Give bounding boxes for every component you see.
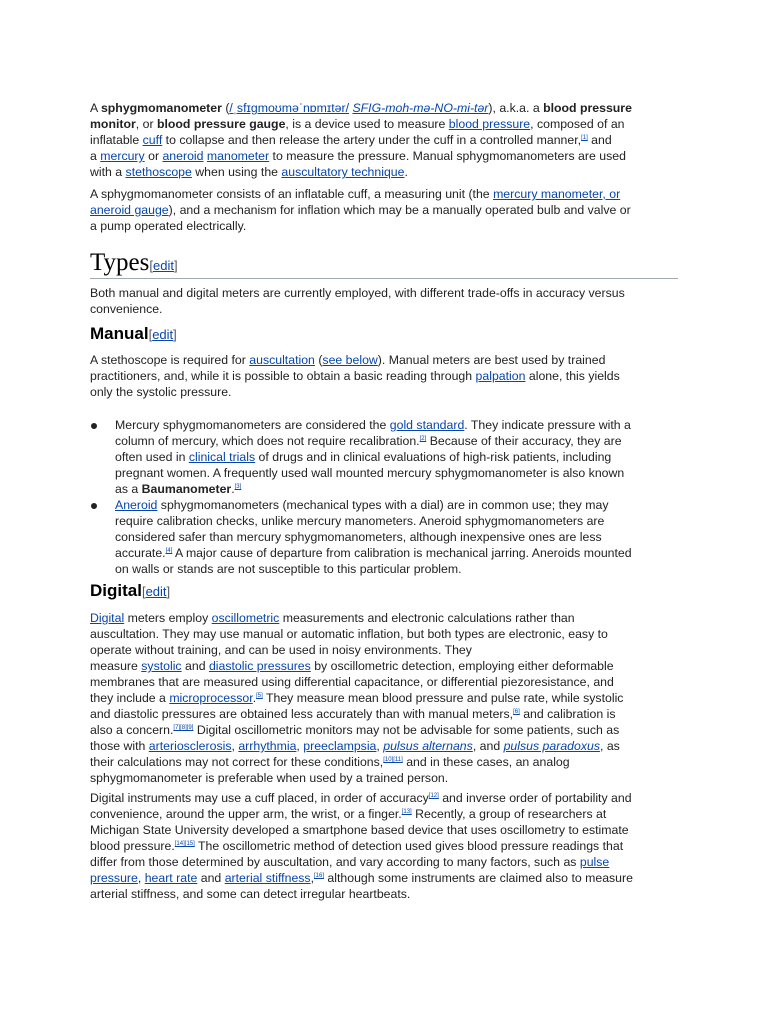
text: convenience. [90, 302, 163, 316]
text: inflatable [90, 133, 143, 147]
digital-paragraph [90, 610, 680, 786]
link-blood-pressure[interactable]: blood pressure [448, 117, 531, 131]
edit-link[interactable]: edit [152, 258, 174, 273]
text: ( [314, 353, 323, 367]
link-preeclampsia[interactable]: preeclampsia [303, 739, 377, 753]
text: The oscillometric method of detection used gives blood pressure readings that [194, 839, 624, 853]
term-bold: sphygmomanometer [100, 101, 222, 115]
link-gold-standard[interactable]: gold standard [389, 418, 465, 432]
reference-link[interactable]: [1] [581, 134, 588, 141]
section-heading-manual [90, 323, 177, 346]
types-paragraph [90, 285, 680, 317]
reference-link[interactable]: [6] [513, 708, 520, 715]
list-item-aneroid [115, 497, 632, 577]
reference-link[interactable]: [2] [419, 435, 427, 442]
text: or [144, 149, 163, 163]
text: , is a device used to measure [285, 117, 449, 131]
text: arterial stiffness, and some can detect irregular heartbeats. [90, 887, 411, 901]
section-heading-digital [90, 580, 170, 603]
reference-link[interactable]: [5] [256, 692, 263, 699]
link-stethoscope[interactable]: stethoscope [125, 165, 192, 179]
link-clinical-trials[interactable]: clinical trials [188, 450, 256, 464]
text: , [137, 871, 145, 885]
text: and diastolic pressures are obtained less accurately than with manual meters, [90, 707, 514, 721]
text: , as [599, 739, 620, 753]
text: and calibration is [519, 707, 616, 721]
link-arteriosclerosis[interactable]: arteriosclerosis [148, 739, 232, 753]
text: A [90, 101, 101, 115]
bracket: ] [166, 584, 171, 599]
edit-section [142, 584, 170, 599]
text: as a [115, 482, 142, 496]
link-digital[interactable]: Digital [90, 611, 125, 625]
text: and inverse order of portability and [438, 791, 632, 805]
text: measurements and electronic calculations rather than [279, 611, 575, 625]
term-bold: blood pressure gauge [156, 117, 286, 131]
text: sphygmomanometer is preferable when used by a trained person. [90, 771, 449, 785]
text: meters employ [124, 611, 212, 625]
text: of drugs and in clinical evaluations of high-risk patients, including [255, 450, 612, 464]
text: considered safer than mercury sphygmomanometers, although inexpensive ones are less [115, 530, 602, 544]
link-pulse-pressure[interactable]: pressure [90, 871, 138, 885]
link-systolic[interactable]: systolic [141, 659, 182, 673]
bracket: ] [173, 327, 177, 342]
bullet-marker [91, 423, 97, 429]
text: measure [90, 659, 142, 673]
text: , [231, 739, 239, 753]
reference-link[interactable]: [14][15] [174, 840, 195, 847]
text: , [376, 739, 384, 753]
text: often used in [115, 450, 189, 464]
text: and [587, 133, 612, 147]
text: a pump operated electrically. [90, 219, 247, 233]
text: , composed of an [530, 117, 625, 131]
section-heading-types [90, 248, 678, 279]
bracket: [ [141, 584, 146, 599]
text: also a concern. [90, 723, 174, 737]
text: and in these cases, an analog [402, 755, 570, 769]
section-title: Digital [90, 581, 142, 600]
term-bold: monitor [90, 117, 136, 131]
edit-section [149, 258, 177, 273]
edit-link[interactable]: edit [152, 327, 174, 342]
text: operate without training, and can be used in noisy environments. They [90, 643, 472, 657]
reference-link[interactable]: [7][8][9] [173, 724, 194, 731]
reference-link[interactable]: [4] [165, 547, 173, 554]
text: , [310, 871, 314, 885]
link-oscillometric[interactable]: oscillometric [211, 611, 280, 625]
text: . [231, 482, 235, 496]
text: Recently, a group of researchers at [411, 807, 607, 821]
text: practitioners, and, while it is possible to obtain a basic reading through [90, 369, 476, 383]
link-arrhythmia[interactable]: arrhythmia [238, 739, 297, 753]
text: ). Manual meters are best used by trained [377, 353, 606, 367]
link-pulse-pressure[interactable]: pulse [579, 855, 610, 869]
text: convenience, around the upper arm, the wrist, or a finger. [90, 807, 402, 821]
text: Digital instruments may use a cuff placed, in order of accuracy [90, 791, 429, 805]
intro-paragraph-2 [90, 186, 680, 234]
text: A major cause of departure from calibration is mechanical jarring. Aneroids mounted [172, 546, 632, 560]
text: alone, this yields [525, 369, 620, 383]
text: Mercury sphygmomanometers are considered the [115, 418, 390, 432]
bracket: [ [148, 327, 153, 342]
text: when using the [191, 165, 282, 179]
link-mercury[interactable]: mercury [100, 149, 145, 163]
reference-link[interactable]: [16] [314, 872, 325, 879]
bracket: ] [173, 258, 178, 273]
link-diastolic-pressures[interactable]: diastolic pressures [208, 659, 311, 673]
link-microprocessor[interactable]: microprocessor [169, 691, 253, 705]
text: differ from those determined by auscultation, and vary according to many factors, such as [90, 855, 580, 869]
text: and [197, 871, 225, 885]
manual-paragraph [90, 352, 680, 400]
link-see-below[interactable]: see below [322, 353, 378, 367]
text: sphygmomanometers (mechanical types with a dial) are in common use; they may [157, 498, 609, 512]
text: They measure mean blood pressure and pulse rate, while systolic [262, 691, 624, 705]
link-aneroid-gauge[interactable]: aneroid gauge [90, 203, 169, 217]
text: on walls or stands are not susceptible to this particular problem. [115, 562, 462, 576]
link-arterial-stiffness[interactable]: arterial stiffness [224, 871, 311, 885]
text: they include a [90, 691, 170, 705]
intro-paragraph [90, 100, 680, 180]
link-pulsus-alternans[interactable]: pulsus alternans [383, 739, 473, 753]
text: and [181, 659, 209, 673]
reference-link[interactable]: [12] [428, 792, 439, 799]
text: although some instruments are claimed also to measure [324, 871, 633, 885]
text: to collapse and then release the artery under the cuff in a controlled manner, [162, 133, 582, 147]
text: auscultation. They may use manual or automatic inflation, but both types are electronic, easy to [90, 627, 608, 641]
digital-paragraph-2 [90, 790, 680, 902]
text: membranes that are measured using differential capacitance, or differential piezoresistance, and [90, 675, 614, 689]
edit-section [149, 327, 177, 342]
text: ), and a mechanism for inflation which may be a manually operated bulb and valve or [168, 203, 631, 217]
section-title: Manual [90, 324, 149, 343]
text: , or [135, 117, 157, 131]
text: Digital oscillometric monitors may not be advisable for some patients, such as [193, 723, 620, 737]
text: pregnant women. A frequently used wall mounted mercury sphygmomanometer is also known [115, 466, 625, 480]
text: Because of their accuracy, they are [426, 434, 622, 448]
text: to measure the pressure. Manual sphygmomanometers are used [269, 149, 626, 163]
link-mercury-manometer[interactable]: mercury manometer, or [493, 187, 621, 201]
link-auscultatory-technique[interactable]: auscultatory technique [281, 165, 405, 179]
text: . They indicate pressure with a [464, 418, 631, 432]
text: Michigan State University developed a smartphone based device that uses oscillometry to estimate [90, 823, 629, 837]
text: those with [90, 739, 149, 753]
text: require calibration checks, unlike mercury manometers. Aneroid sphygmomanometers are [115, 514, 605, 528]
section-title: Types [90, 249, 150, 276]
term-bold: Baumanometer [141, 482, 232, 496]
link-pulsus-paradoxus[interactable]: pulsus paradoxus [503, 739, 600, 753]
edit-link[interactable]: edit [145, 584, 167, 599]
text: only the systolic pressure. [90, 385, 232, 399]
bullet-marker [91, 503, 97, 509]
reference-link[interactable]: [10][11] [383, 756, 403, 763]
text: . [404, 165, 408, 179]
text: by oscillometric detection, employing either deformable [310, 659, 614, 673]
text: blood pressure. [90, 839, 175, 853]
link-auscultation[interactable]: auscultation [249, 353, 315, 367]
text: ( [221, 101, 230, 115]
text: , [296, 739, 304, 753]
term-bold: blood pressure [543, 101, 632, 115]
link-aneroid[interactable]: aneroid [162, 149, 204, 163]
reference-link[interactable]: [3] [234, 483, 242, 490]
text: A sphygmomanometer consists of an inflatable cuff, a measuring unit (the [90, 187, 494, 201]
text: , and [472, 739, 504, 753]
text: a [90, 149, 101, 163]
link-heart-rate[interactable]: heart rate [144, 871, 198, 885]
text: with a [90, 165, 126, 179]
ipa-pronunciation-link[interactable]: /ˌsfɪɡmoʊməˈnɒmɪtər/ [229, 101, 350, 115]
list-item-mercury [115, 417, 631, 497]
link-manometer[interactable]: manometer [206, 149, 270, 163]
link-aneroid[interactable]: Aneroid [115, 498, 158, 512]
link-palpation[interactable]: palpation [475, 369, 526, 383]
text: Both manual and digital meters are currently employed, with different trade-offs in accuracy versus [90, 286, 625, 300]
text: ), a.k.a. a [488, 101, 544, 115]
text: column of mercury, which does not require recalibration. [115, 434, 420, 448]
link-cuff[interactable]: cuff [142, 133, 163, 147]
bracket: [ [149, 258, 153, 273]
text: A stethoscope is required for [90, 353, 250, 367]
text: . [252, 691, 257, 705]
respelling-link[interactable]: SFIG-moh-mə-NO-mi-tər [352, 101, 489, 115]
text: accurate. [115, 546, 166, 560]
reference-link[interactable]: [13] [401, 808, 412, 815]
text: their calculations may not correct for these conditions, [90, 755, 384, 769]
